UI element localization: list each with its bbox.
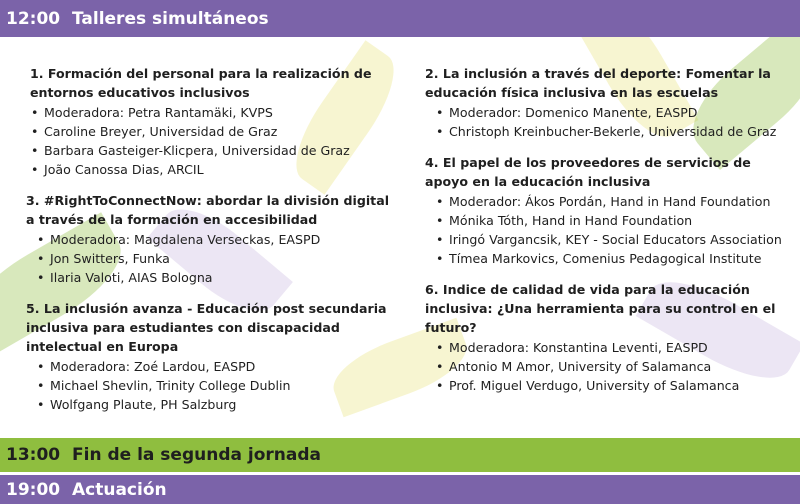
list-item: • Moderadora: Magdalena Verseckas, EASPD [50, 230, 396, 249]
session-6 [425, 280, 790, 395]
session-title: 5. La inclusión avanza - Educación post secundaria inclusiva para estudiantes con discapacidad intelectual en Europa [26, 301, 387, 354]
left-column [26, 64, 396, 426]
list-item: • Moderadora: Konstantina Leventi, EASPD [449, 338, 790, 357]
list-item: • Christoph Kreinbucher-Bekerle, Universidad de Graz [449, 122, 790, 141]
session-4 [425, 153, 790, 268]
session-title: 6. Indice de calidad de vida para la educación inclusiva: ¿Una herramienta para su control en el futuro? [425, 282, 776, 335]
list-item: • Prof. Miguel Verdugo, University of Salamanca [449, 376, 790, 395]
list-item: • João Canossa Dias, ARCIL [44, 160, 396, 179]
header-bar [0, 0, 800, 37]
session-2 [425, 64, 790, 141]
session-5 [26, 299, 396, 414]
session-title: 4. El papel de los proveedores de servicios de apoyo en la educación inclusiva [425, 155, 751, 189]
performance-title: Actuación [72, 479, 167, 500]
list-item: • Caroline Breyer, Universidad de Graz [44, 122, 396, 141]
list-item: • Moderador: Domenico Manente, EASPD [449, 103, 790, 122]
right-column [425, 64, 790, 407]
list-item: • Moderador: Ákos Pordán, Hand in Hand Foundation [449, 192, 790, 211]
list-item: • Antonio M Amor, University of Salamanca [449, 357, 790, 376]
list-item: • Jon Switters, Funka [50, 249, 396, 268]
header-title: Talleres simultáneos [72, 8, 269, 29]
list-item: • Michael Shevlin, Trinity College Dublin [50, 376, 396, 395]
end-title: Fin de la segunda jornada [72, 445, 321, 465]
end-time: 13:00 [6, 445, 61, 465]
performance-bar [0, 475, 800, 504]
session-title: 2. La inclusión a través del deporte: Fomentar la educación física inclusiva en las escuelas [425, 66, 771, 100]
list-item: • Iringó Vargancsik, KEY - Social Educators Association [449, 230, 790, 249]
list-item: • Ilaria Valoti, AIAS Bologna [50, 268, 396, 287]
list-item: • Moderadora: Petra Rantamäki, KVPS [44, 103, 396, 122]
list-item: • Mónika Tóth, Hand in Hand Foundation [449, 211, 790, 230]
list-item: • Moderadora: Zoé Lardou, EASPD [50, 357, 396, 376]
list-item: • Barbara Gasteiger-Klicpera, Universidad de Graz [44, 141, 396, 160]
header-time: 12:00 [6, 8, 61, 29]
list-item: • Tímea Markovics, Comenius Pedagogical Institute [449, 249, 790, 268]
list-item: • Wolfgang Plaute, PH Salzburg [50, 395, 396, 414]
session-1 [26, 64, 396, 179]
performance-time: 19:00 [6, 479, 61, 500]
end-of-day-bar [0, 438, 800, 472]
session-title: 3. #RightToConnectNow: abordar la división digital a través de la formación en accesibilidad [26, 193, 390, 227]
session-3 [26, 191, 396, 287]
session-title: 1. Formación del personal para la realización de entornos educativos inclusivos [30, 66, 372, 100]
